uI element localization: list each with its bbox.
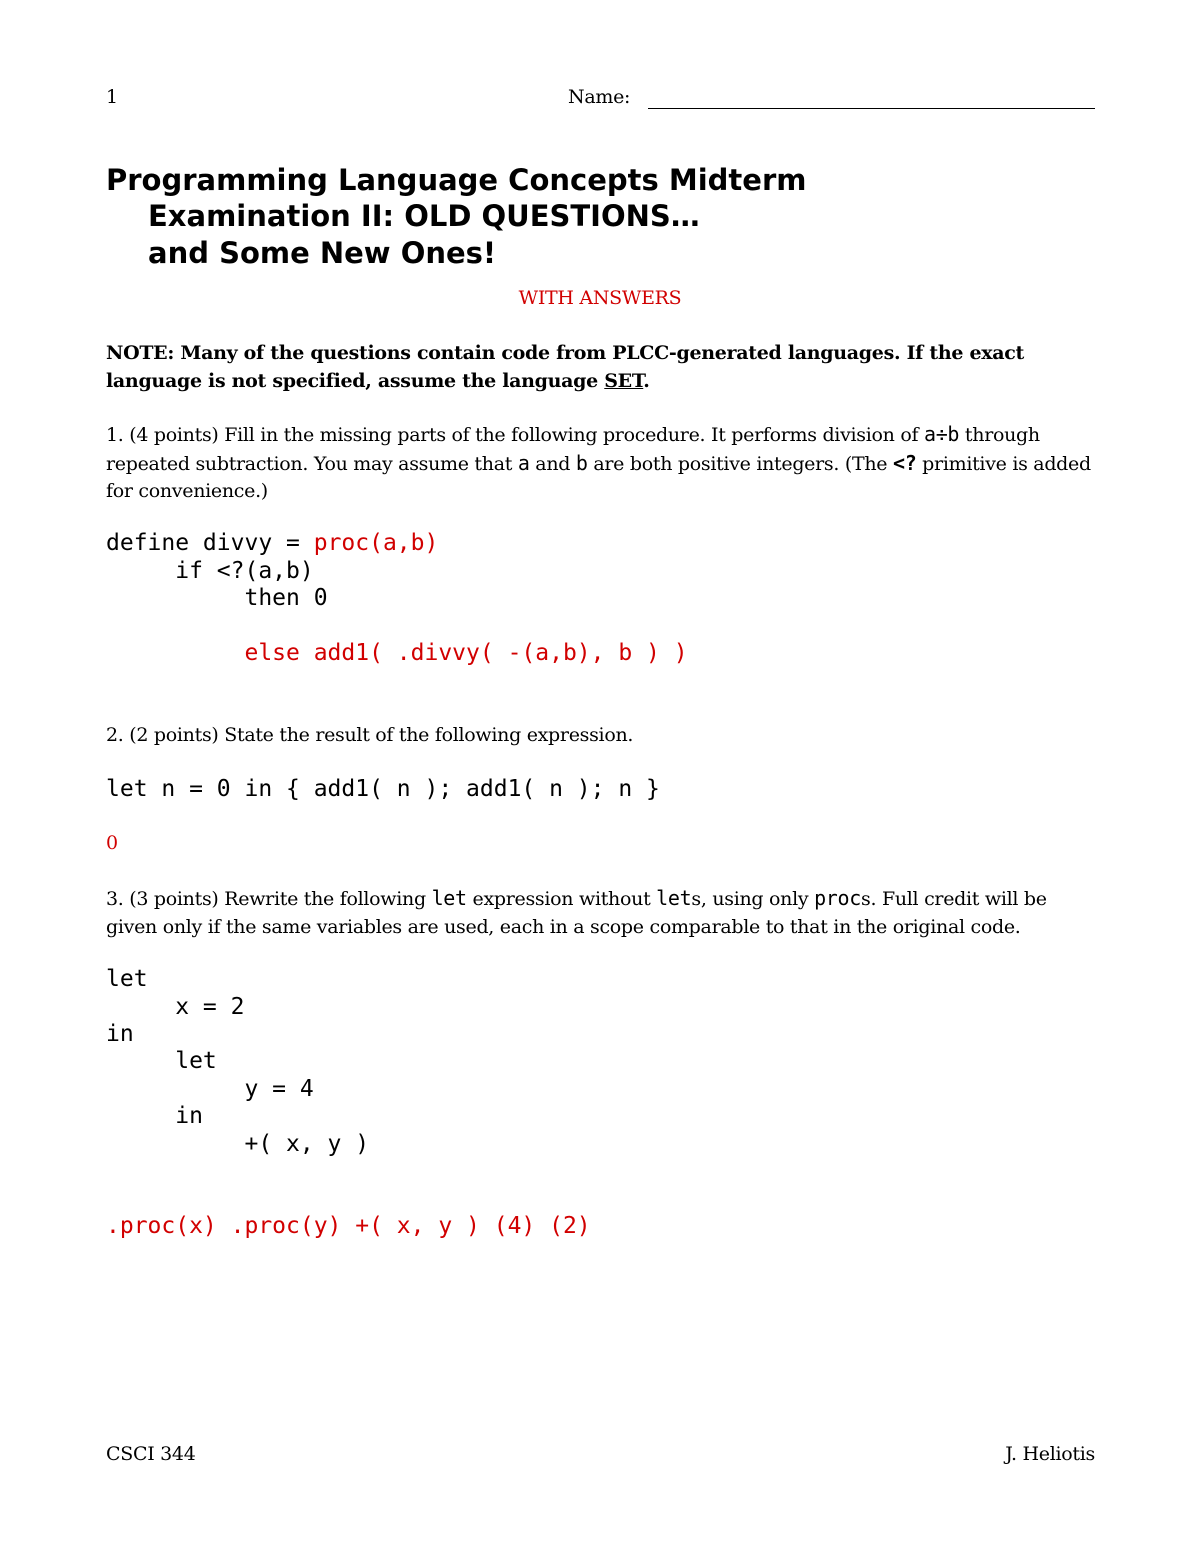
note-end: . bbox=[643, 369, 650, 392]
note-language: SET bbox=[604, 369, 644, 392]
q1-mono-3: b bbox=[575, 450, 588, 475]
page-number: 1 bbox=[106, 86, 118, 108]
q2-code: let n = 0 in { add1( n ); add1( n ); n } bbox=[106, 776, 660, 802]
q3-code-line-3: in bbox=[106, 1021, 134, 1047]
q3-code-line-5: y = 4 bbox=[106, 1076, 314, 1102]
q3-mono-2: let bbox=[656, 886, 692, 910]
q1-code-line-1 bbox=[106, 530, 438, 556]
q1-code-define: define divvy = bbox=[106, 530, 314, 556]
title-line-2: Examination II: OLD QUESTIONS… bbox=[148, 199, 700, 233]
note-text: NOTE: Many of the questions contain code from PLCC-generated languages. If the exact language is not specified, assume the language bbox=[106, 342, 1025, 392]
q1-code-answer-proc: proc(a,b) bbox=[313, 530, 439, 556]
q3-code-line-1: let bbox=[106, 966, 148, 992]
q3-code-line-4: let bbox=[106, 1048, 217, 1074]
q1-text-1: 1. (4 points) Fill in the missing parts of the following procedure. It performs division of bbox=[106, 424, 924, 446]
name-blank-line[interactable] bbox=[648, 108, 1095, 109]
name-label: Name: bbox=[568, 86, 631, 108]
title-line-1: Programming Language Concepts Midterm bbox=[106, 163, 807, 197]
q2-answer: 0 bbox=[106, 832, 118, 854]
q3-code-line-7: +( x, y ) bbox=[106, 1131, 370, 1157]
q3-code-line-6: in bbox=[106, 1103, 203, 1129]
q1-text-2: through repeated subtraction. You may assume that bbox=[106, 424, 1040, 475]
footer-course: CSCI 344 bbox=[106, 1443, 196, 1465]
title-line-3: and Some New Ones! bbox=[148, 236, 497, 270]
q3-mono-1: let bbox=[431, 886, 467, 910]
note-paragraph bbox=[106, 340, 1096, 395]
with-answers-subtitle: WITH ANSWERS bbox=[518, 287, 682, 309]
question-1-text bbox=[106, 421, 1096, 506]
q1-text-3: and bbox=[529, 452, 576, 475]
q3-text-3: s, using only bbox=[691, 888, 815, 910]
q3-text-2: expression without bbox=[466, 888, 657, 910]
q1-text-5: primitive is added for convenience.) bbox=[106, 452, 1091, 502]
q3-code-line-2: x = 2 bbox=[106, 994, 245, 1020]
q1-code-line-3: then 0 bbox=[106, 585, 328, 611]
q1-code-answer-else: else add1( .divvy( -(a,b), b ) ) bbox=[106, 640, 688, 666]
q1-code-line-2: if <?(a,b) bbox=[106, 558, 314, 584]
question-2-text: 2. (2 points) State the result of the following expression. bbox=[106, 724, 634, 746]
q1-mono-4: <? bbox=[892, 450, 917, 475]
q3-mono-3: proc bbox=[814, 886, 862, 910]
q3-text-4: s. Full credit will be given only if the same variables are used, each in a scope comparable to that in the original code. bbox=[106, 888, 1047, 938]
footer-author: J. Heliotis bbox=[1005, 1443, 1095, 1465]
q1-text-4: are both positive integers. (The bbox=[587, 452, 893, 475]
q3-answer: .proc(x) .proc(y) +( x, y ) (4) (2) bbox=[106, 1213, 591, 1239]
q3-text-1: 3. (3 points) Rewrite the following bbox=[106, 888, 432, 910]
q1-mono-1: a÷b bbox=[923, 422, 960, 446]
question-3-text bbox=[106, 885, 1096, 941]
q1-mono-2: a bbox=[517, 450, 530, 475]
